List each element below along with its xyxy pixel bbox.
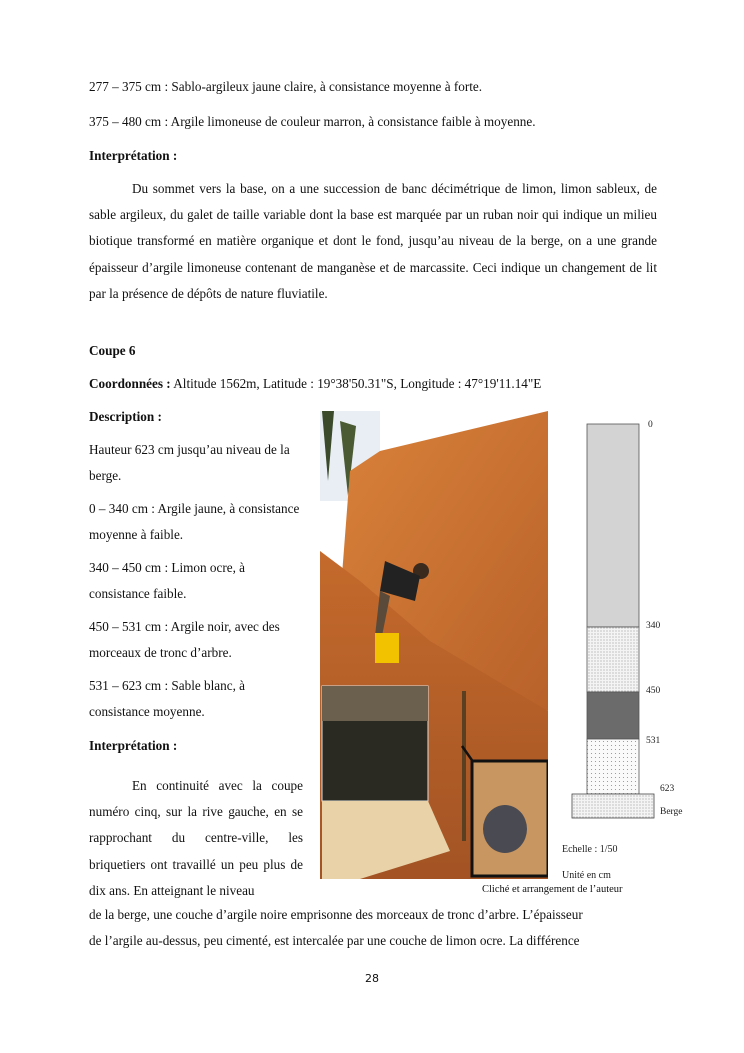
- inset-photo-top: [322, 686, 428, 721]
- description-heading: Description :: [89, 409, 162, 424]
- layer-sable-blanc: [587, 739, 639, 794]
- coordinates-label: Coordonnées :: [89, 376, 171, 391]
- figure-caption: Cliché et arrangement de l’auteur: [482, 884, 623, 895]
- interpretation-paragraph-2-line1: de la berge, une couche d’argile noire emprisonne des morceaux de tronc d’arbre. L’épaisseur: [89, 907, 583, 922]
- berge-base: [572, 794, 654, 818]
- description-layer-2: 340 – 450 cm : Limon ocre, à consistance faible.: [89, 560, 246, 602]
- coordinates-line: [89, 376, 541, 392]
- description-hauteur: Hauteur 623 cm jusqu’au niveau de la berge.: [89, 442, 290, 484]
- field-photo: [320, 411, 548, 879]
- depth-label-340: 340: [646, 621, 661, 631]
- layer-line-375-480: 375 – 480 cm : Argile limoneuse de couleur marron, à consistance faible à moyenne.: [89, 114, 536, 129]
- page-number: 28: [365, 972, 379, 985]
- interpretation-paragraph-2-narrow: En continuité avec la coupe numéro cinq, sur la rive gauche, en se rapprochant du centre-ville, les briquetiers ont travaillé un peu plus de dix ans. En atteignant le niveau: [89, 778, 303, 898]
- unit-label: Unité en cm: [562, 870, 611, 881]
- column-drawing: [570, 420, 700, 820]
- layer-line-277-375: 277 – 375 cm : Sablo-argileux jaune claire, à consistance moyenne à forte.: [89, 79, 483, 94]
- interpretation-paragraph-1: Du sommet vers la base, on a une succession de banc décimétrique de limon, limon sableux, de sable argileux, du galet de taille variable dont la base est marquée par un ruban noir qui indique un milieu biotique transformé en matière organique et dont le fond, jusqu’au niveau de la berge, on a une grande épaisseur d’argile limoneuse contenant de manganèse et de marcassite. Ceci indique un changement de lit par la présence de dépôts de nature fluviatile.: [89, 181, 657, 301]
- depth-label-450: 450: [646, 686, 661, 696]
- layer-limon-ocre: [587, 627, 639, 692]
- section-title-coupe-6: Coupe 6: [89, 343, 136, 358]
- depth-label-623: 623: [660, 784, 675, 794]
- interpretation-heading-2: Interprétation :: [89, 738, 178, 753]
- scale-label: Echelle : 1/50: [562, 844, 618, 855]
- description-layer-4: 531 – 623 cm : Sable blanc, à consistance moyenne.: [89, 678, 246, 720]
- layer-argile-noir: [587, 692, 639, 739]
- yellow-bucket: [375, 633, 399, 663]
- layer-argile-jaune: [587, 424, 639, 627]
- interpretation-paragraph-2-line2: de l’argile au-dessus, peu cimenté, est intercalée par une couche de limon ocre. La différence: [89, 933, 580, 948]
- tree-trunk-fragment: [483, 805, 527, 853]
- berge-label: Berge: [660, 807, 683, 817]
- interpretation-heading-1: Interprétation :: [89, 148, 178, 163]
- stick: [462, 691, 466, 841]
- coordinates-value: Altitude 1562m, Latitude : 19°38'50.31"S, Longitude : 47°19'11.14"E: [170, 376, 542, 391]
- depth-label-0: 0: [648, 420, 653, 430]
- field-photo-drawing: [320, 411, 548, 879]
- stratigraphic-column: [570, 420, 700, 820]
- description-layer-3: 450 – 531 cm : Argile noir, avec des morceaux de tronc d’arbre.: [89, 619, 280, 661]
- description-layer-1: 0 – 340 cm : Argile jaune, à consistance moyenne à faible.: [89, 501, 300, 543]
- depth-label-531: 531: [646, 736, 661, 746]
